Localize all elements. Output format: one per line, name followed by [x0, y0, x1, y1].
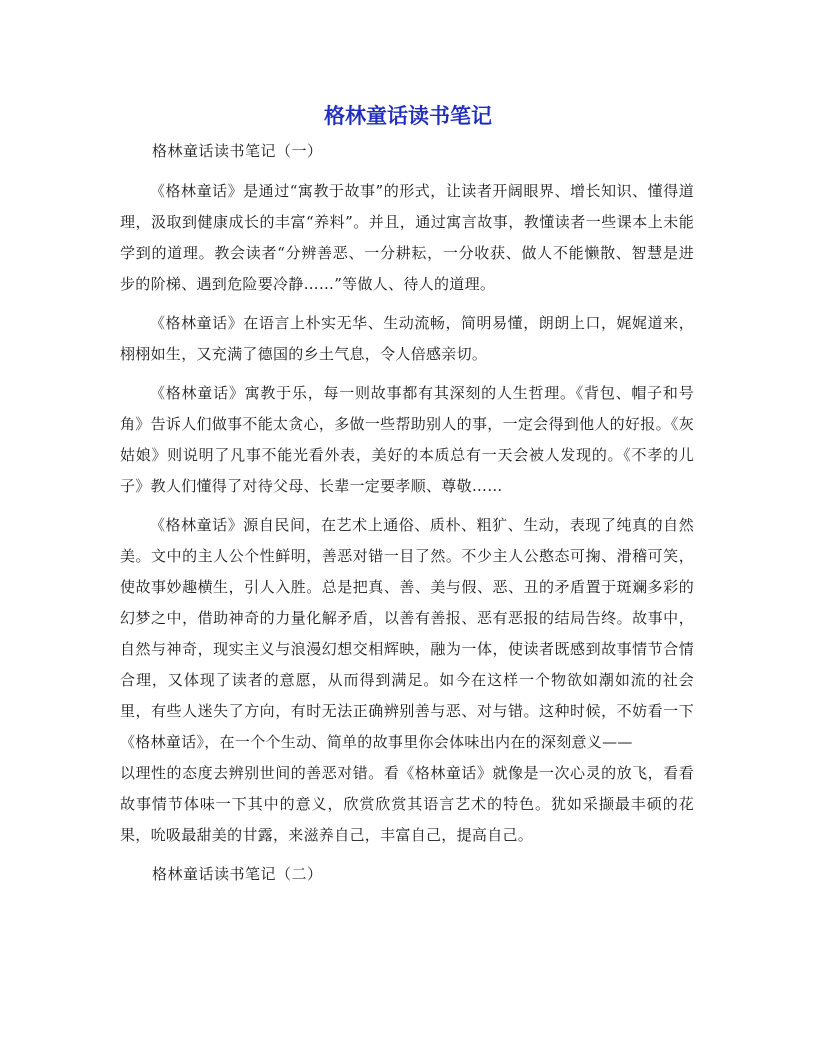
paragraph: 《格林童话》在语言上朴实无华、生动流畅，简明易懂，朗朗上口，娓娓道来，栩栩如生，又充满了德国的乡土气息，令人倍感亲切。	[120, 314, 694, 363]
section-heading-1: 格林童话读书笔记（一）	[152, 142, 323, 160]
paragraph-continuation: 以理性的态度去辨别世间的善恶对错。看《格林童话》就像是一次心灵的放飞，看看故事情节体味一下其中的意义，欣赏欣赏其语言艺术的特色。犹如采撷最丰硕的花果，吮吸最甜美的甘露，来滋养自己，丰富自己，提高自己。	[120, 764, 694, 844]
paragraph: 《格林童话》源自民间，在艺术上通俗、质朴、粗犷、生动，表现了纯真的自然美。文中的主人公个性鲜明，善恶对错一目了然。不少主人公憨态可掬、滑稽可笑，使故事妙趣横生，引人入胜。总是把真、善、美与假、恶、丑的矛盾置于斑斓多彩的幻梦之中，借助神奇的力量化解矛盾，以善有善报、恶有恶报的结局告终。故事中，自然与神奇，现实主义与浪漫幻想交相辉映，融为一体，使读者既感到故事情节合情合理，又体现了读者的意愿，从而得到满足。如今在这样一个物欲如潮如流的社会里，有些人迷失了方向，有时无法正确辨别善与恶、对与错。这种时候，不妨看一下《格林童话》，在一个个生动、简单的故事里你会体味出内在的深刻意义——	[120, 516, 694, 751]
document-body	[120, 136, 694, 889]
document-title: 格林童话读书笔记	[324, 104, 492, 128]
paragraph: 《格林童话》寓教于乐，每一则故事都有其深刻的人生哲理。《背包、帽子和号角》告诉人们做事不能太贪心，多做一些帮助别人的事，一定会得到他人的好报。《灰姑娘》则说明了凡事不能光看外表，美好的本质总有一天会被人发现的。《不孝的儿子》教人们懂得了对待父母、长辈一定要孝顺、尊敬……	[120, 384, 694, 495]
paragraph: 《格林童话》是通过“寓教于故事”的形式，让读者开阔眼界、增长知识、懂得道理，汲取到健康成长的丰富“养料”。并且，通过寓言故事，教懂读者一些课本上未能学到的道理。教会读者“分辨善恶、一分耕耘，一分收获、做人不能懒散、智慧是进步的阶梯、遇到危险要冷静……”等做人、待人的道理。	[120, 182, 694, 293]
section-heading-2: 格林童话读书笔记（二）	[152, 865, 323, 883]
